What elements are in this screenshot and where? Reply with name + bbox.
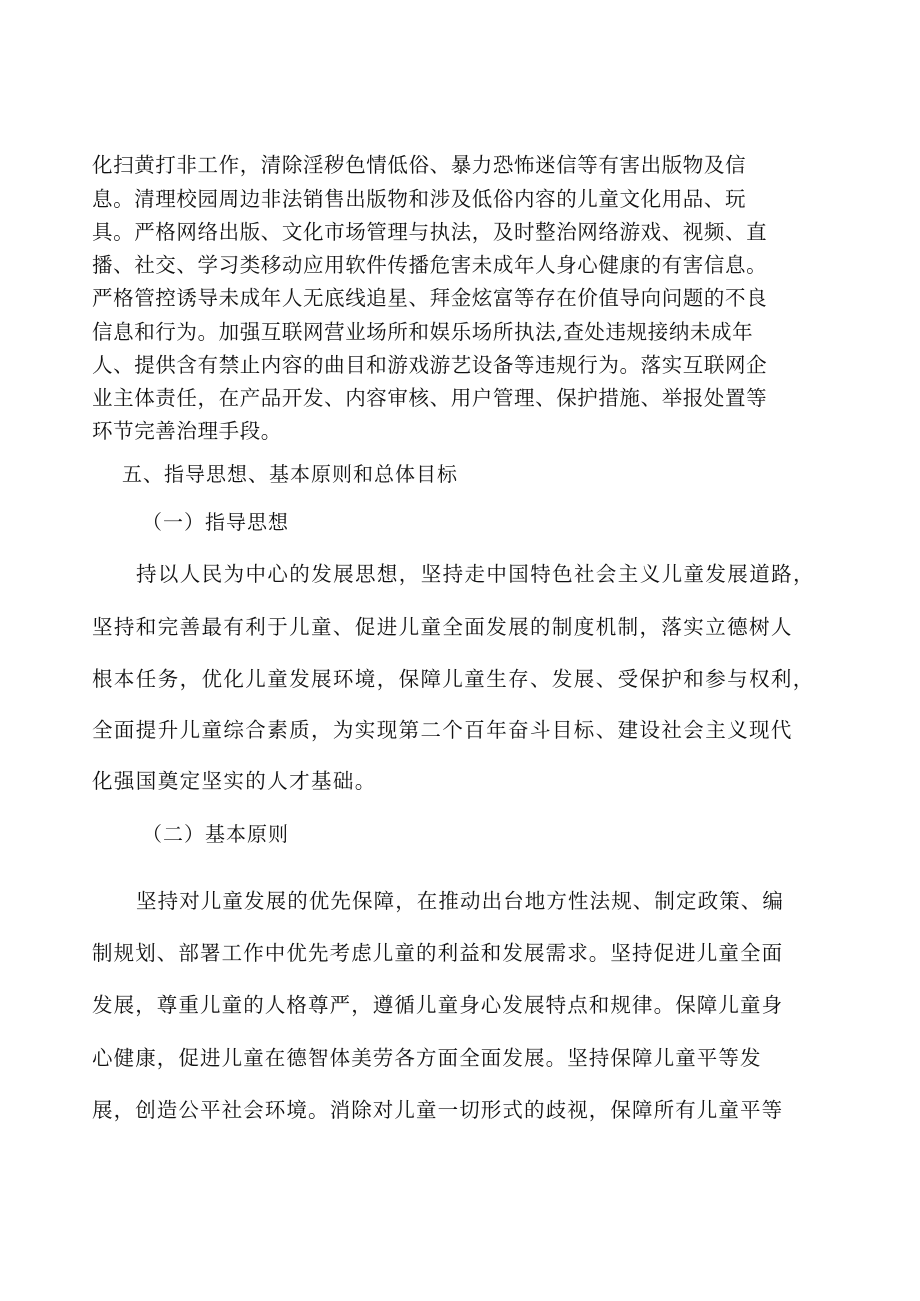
paragraph-line: 全面提升儿童综合素质，为实现第二个百年奋斗目标、建设社会主义现代 xyxy=(92,718,793,742)
paragraph-line: 严格管控诱导未成年人无底线追星、拜金炫富等存在价值导向问题的不良 xyxy=(92,286,768,310)
paragraph-line: 化扫黄打非工作，清除淫秽色情低俗、暴力恐怖迷信等有害出版物及信 xyxy=(92,153,747,177)
paragraph-line: 坚持和完善最有利于儿童、促进儿童全面发展的制度机制，落实立德树人 xyxy=(92,615,793,639)
subheading-guiding-ideology: （一）指导思想 xyxy=(142,510,289,534)
paragraph-line: 具。严格网络出版、文化市场管理与执法，及时整治网络游戏、视频、直 xyxy=(92,220,768,244)
paragraph-line: 环节完善治理手段。 xyxy=(92,419,282,443)
paragraph-line: 发展，尊重儿童的人格尊严，遵循儿童身心发展特点和规律。保障儿童身 xyxy=(92,993,784,1017)
subheading-basic-principles: （二）基本原则 xyxy=(142,822,289,846)
paragraph-line: 心健康，促进儿童在德智体美劳各方面全面发展。坚持保障儿童平等发 xyxy=(92,1046,762,1070)
paragraph-line: 根本任务，优化儿童发展环境，保障儿童生存、发展、受保护和参与权利， xyxy=(92,667,815,691)
paragraph-line: 业主体责任，在产品开发、内容审核、用户管理、保护措施、举报处置等 xyxy=(92,386,768,410)
paragraph-line: 息。清理校园周边非法销售出版物和涉及低俗内容的儿童文化用品、玩 xyxy=(92,187,747,211)
paragraph-line: 展，创造公平社会环境。消除对儿童一切形式的歧视，保障所有儿童平等 xyxy=(92,1098,784,1122)
paragraph-line: 播、社交、学习类移动应用软件传播危害未成年人身心健康的有害信息。 xyxy=(92,253,768,277)
paragraph-line: 化强国奠定坚实的人才基础。 xyxy=(92,769,377,793)
section-heading: 五、指导思想、基本原则和总体目标 xyxy=(122,462,458,486)
paragraph-line: 坚持对儿童发展的优先保障，在推动出台地方性法规、制定政策、编 xyxy=(136,889,784,913)
paragraph-line: 持以人民为中心的发展思想，坚持走中国特色社会主义儿童发展道路， xyxy=(136,562,815,586)
paragraph-line: 人、提供含有禁止内容的曲目和游戏游艺设备等违规行为。落实互联网企 xyxy=(92,353,768,377)
paragraph-line: 信息和行为。加强互联网营业场所和娱乐场所执法,查处违规接纳未成年 xyxy=(92,320,754,344)
paragraph-line: 制规划、部署工作中优先考虑儿童的利益和发展需求。坚持促进儿童全面 xyxy=(92,941,784,965)
